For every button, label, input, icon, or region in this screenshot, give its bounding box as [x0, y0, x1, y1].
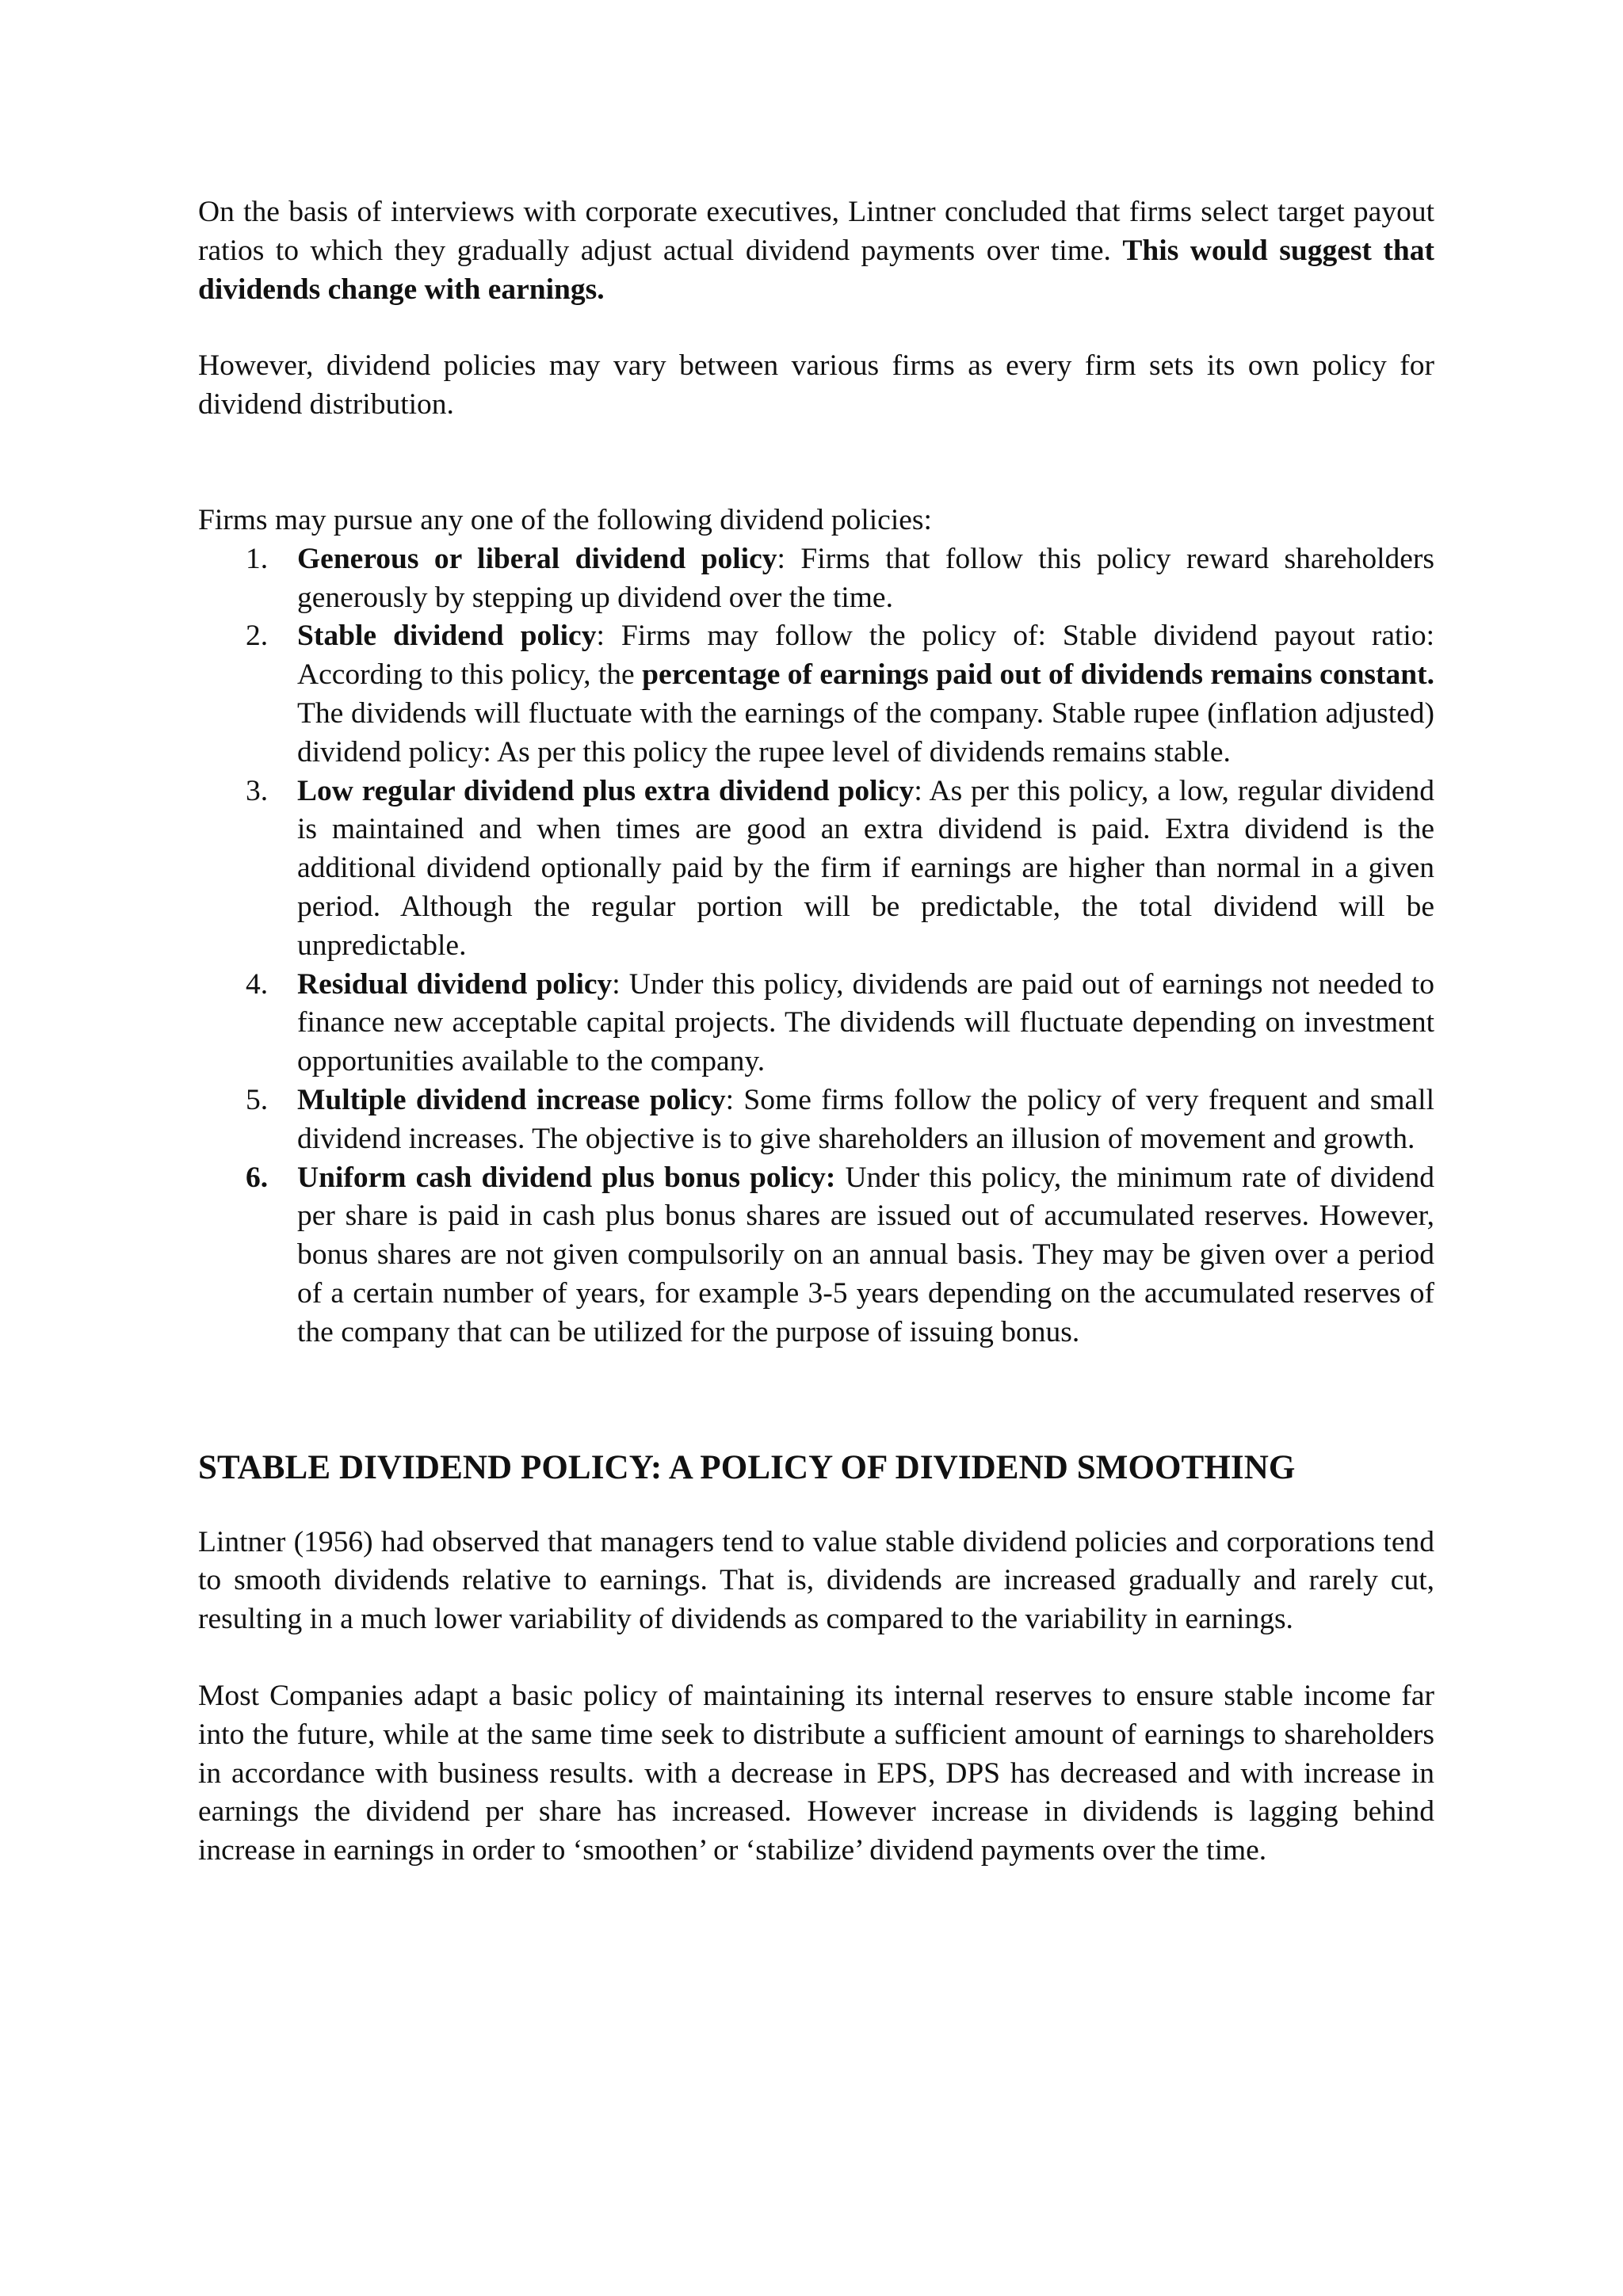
list-item — [198, 772, 1434, 966]
list-item-number: 2. — [246, 620, 269, 653]
list-item-title: Residual dividend policy — [297, 967, 613, 1001]
list-item-number: 4. — [246, 967, 269, 1001]
list-item-text: : Under this policy, dividends are paid out of earnings not needed to finance new acceptable capital projects. The dividends will fluctuate depending on investment opportunities available to the company. — [297, 967, 1434, 1078]
list-item-text: : Firms that follow this policy reward shareholders generously by stepping up dividend over the time. — [297, 542, 1434, 614]
list-item-title: Stable dividend policy — [297, 620, 597, 653]
policy-list-intro: Firms may pursue any one of the following dividend policies: — [198, 503, 932, 536]
intro-paragraph-text: On the basis of interviews with corporate executives, Lintner concluded that firms select target payout ratios to which they gradually adjust actual dividend payments over time. — [198, 196, 1434, 267]
list-item-number: 5. — [246, 1083, 269, 1116]
list-item — [198, 1081, 1434, 1159]
reserves-paragraph: Most Companies adapt a basic policy of maintaining its internal reserves to ensure stable income far into the future, while at the same time seek to distribute a sufficient amount of earnings to shareholders in accordance with business results. with a decrease in EPS, DPS has decreased and with increase in earnings the dividend per share has increased. However increase in dividends is lagging behind increase in earnings in order to ‘smoothen’ or ‘stabilize’ dividend payments over the time. — [198, 1679, 1434, 1867]
list-item-title: Uniform cash dividend plus bonus policy: — [297, 1161, 836, 1194]
variation-paragraph: However, dividend policies may vary between various firms as every firm sets its own policy for dividend distribution. — [198, 349, 1434, 421]
list-item-text: : Firms may follow the policy of: Stable dividend payout ratio: According to this policy, the — [297, 620, 1434, 692]
list-item-title: Multiple dividend increase policy — [297, 1083, 726, 1116]
list-item-title: Generous or liberal dividend policy — [297, 542, 777, 575]
list-item — [198, 966, 1434, 1081]
document-page — [198, 193, 1434, 1871]
list-item-emphasis: percentage of earnings paid out of dividends remains constant. — [642, 658, 1434, 692]
dividend-policy-list — [198, 540, 1434, 1352]
list-item — [198, 540, 1434, 618]
list-item-number: 1. — [246, 542, 269, 575]
section-heading: STABLE DIVIDEND POLICY: A POLICY OF DIVIDEND SMOOTHING — [198, 1448, 1296, 1486]
list-item-text: : Some firms follow the policy of very frequent and small dividend increases. The objective is to give shareholders an illusion of movement and growth. — [297, 1083, 1434, 1155]
list-item-text: Under this policy, the minimum rate of dividend per share is paid in cash plus bonus shares are issued out of accumulated reserves. However, bonus shares are not given compulsorily on an annual basis. They may be given over a period of a certain number of years, for example 3-5 years depending on the accumulated reserves of the company that can be utilized for the purpose of issuing bonus. — [297, 1161, 1434, 1348]
list-item-title: Low regular dividend plus extra dividend policy — [297, 774, 915, 807]
list-item-text: : As per this policy, a low, regular dividend is maintained and when times are good an extra dividend is paid. Extra dividend is the additional dividend optionally paid by the firm if earnings are higher than normal in a given period. Although the regular portion will be predictable, the total dividend will be unpredictable. — [297, 774, 1435, 962]
list-item-number: 6. — [246, 1161, 269, 1194]
intro-paragraph — [198, 193, 1434, 309]
list-item-number: 3. — [246, 774, 269, 807]
intro-paragraph-emphasis: This would suggest that dividends change with earnings. — [198, 234, 1434, 306]
list-item-text-continued: The dividends will fluctuate with the earnings of the company. Stable rupee (inflation adjusted) dividend policy: As per this policy the rupee level of dividends remains stable. — [297, 696, 1434, 769]
list-item — [198, 617, 1434, 772]
list-item — [198, 1159, 1434, 1352]
lintner-paragraph: Lintner (1956) had observed that managers tend to value stable dividend policies and corporations tend to smooth dividends relative to earnings. That is, dividends are increased gradually and rarely cut, resulting in a much lower variability of dividends as compared to the variability in earnings. — [198, 1525, 1434, 1636]
